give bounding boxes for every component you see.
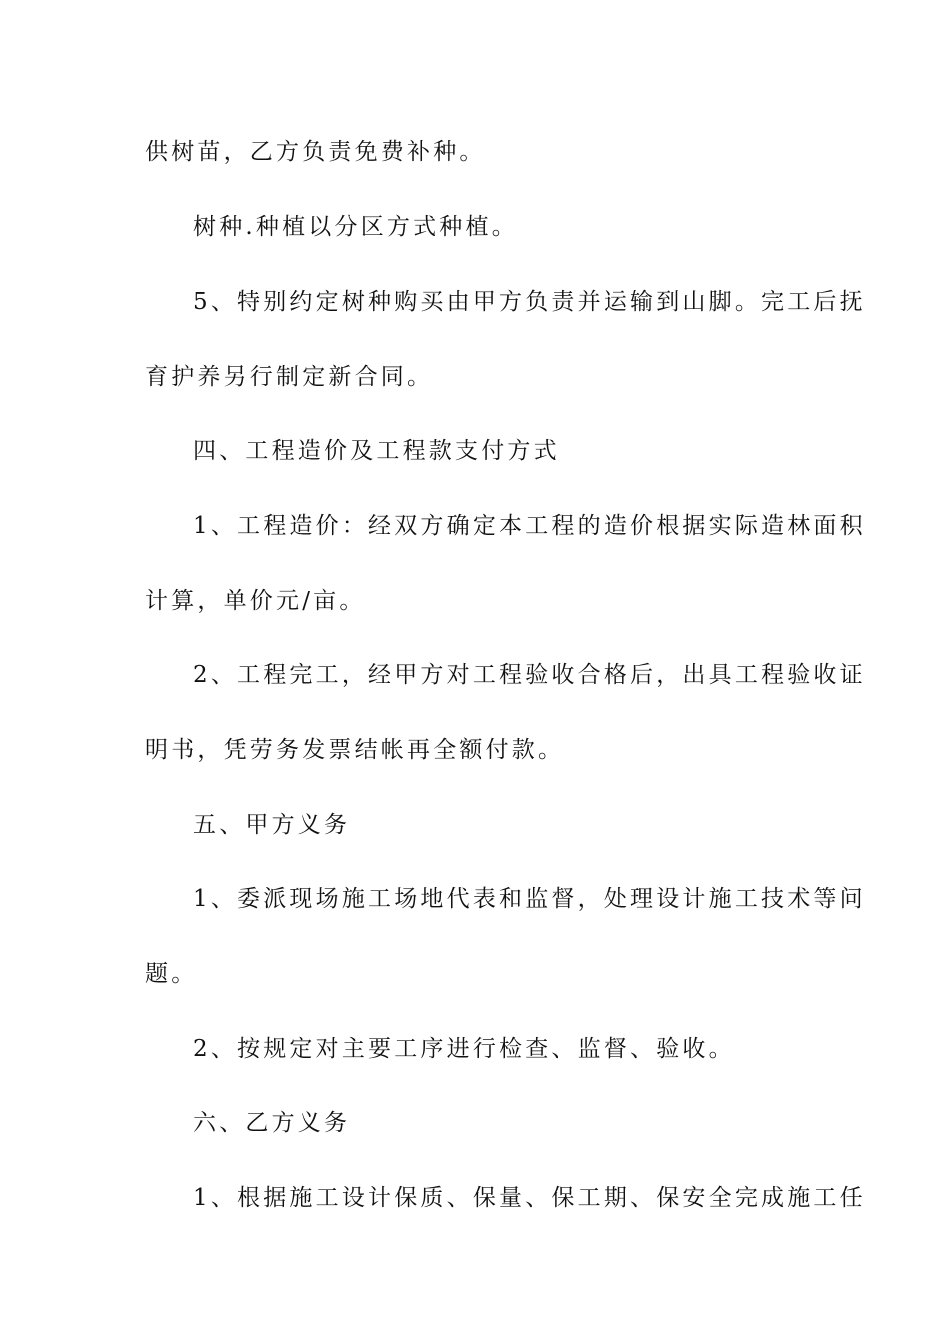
text-line: 树种.种植以分区方式种植。 [193, 214, 518, 240]
section-heading: 六、乙方义务 [193, 1110, 351, 1136]
text-line: 1、委派现场施工场地代表和监督，处理设计施工技术等问 [193, 886, 866, 912]
text-line: 供树苗，乙方负责免费补种。 [145, 139, 486, 165]
text-line: 2、工程完工，经甲方对工程验收合格后，出具工程验收证 [193, 662, 866, 688]
section-heading: 五、甲方义务 [193, 812, 351, 838]
text-line: 育护养另行制定新合同。 [145, 364, 434, 390]
text-line: 1、工程造价：经双方确定本工程的造价根据实际造林面积 [193, 513, 866, 539]
text-line: 计算，单价元/亩。 [145, 588, 366, 614]
text-line: 5、特别约定树种购买由甲方负责并运输到山脚。完工后抚 [193, 289, 866, 315]
text-line: 题。 [145, 961, 198, 987]
text-line: 1、根据施工设计保质、保量、保工期、保安全完成施工任 [193, 1185, 866, 1211]
text-line: 明书，凭劳务发票结帐再全额付款。 [145, 737, 565, 763]
section-heading: 四、工程造价及工程款支付方式 [193, 438, 560, 464]
text-line: 2、按规定对主要工序进行检查、监督、验收。 [193, 1036, 735, 1062]
